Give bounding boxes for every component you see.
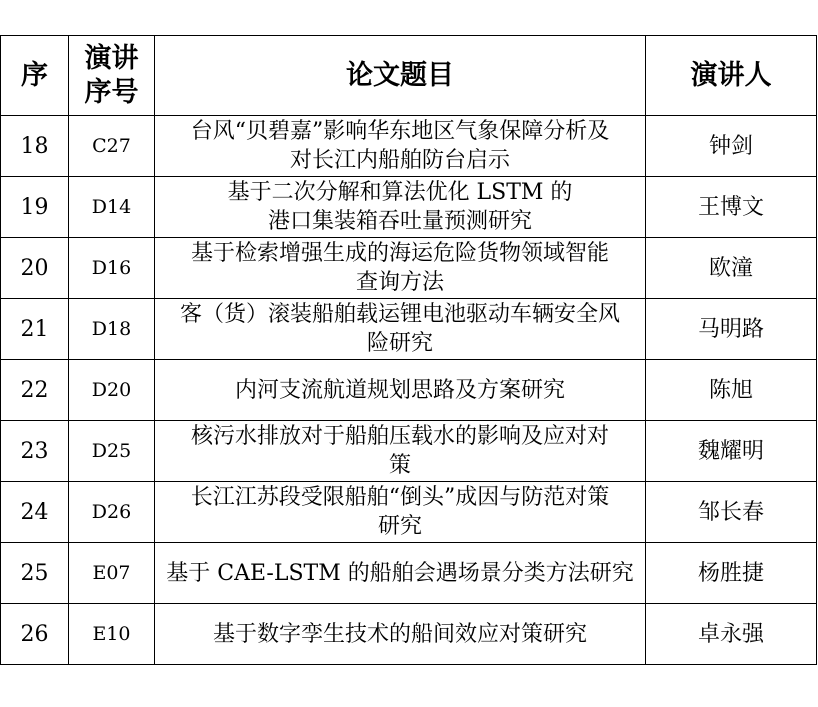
header-code-line1: 演讲 [84, 42, 139, 74]
paper-title-cell [155, 421, 646, 482]
paper-title-line: 港口集装箱吞吐量预测研究 [267, 209, 532, 234]
speaker-cell: 陈旭 [646, 360, 817, 421]
header-paper-title: 论文题目 [155, 36, 646, 116]
presentation-code-cell: E07 [69, 543, 155, 604]
seq-cell: 18 [1, 116, 69, 177]
paper-title-cell [155, 299, 646, 360]
presentation-code-cell: D18 [69, 299, 155, 360]
presentation-schedule-table [0, 35, 817, 665]
seq-cell: 21 [1, 299, 69, 360]
presentation-code-cell: C27 [69, 116, 155, 177]
paper-title-line: 台风“贝碧嘉”影响华东地区气象保障分析及 [190, 119, 610, 144]
header-speaker: 演讲人 [646, 36, 817, 116]
paper-title-line: 查询方法 [355, 270, 444, 295]
seq-cell: 20 [1, 238, 69, 299]
paper-title-line: 基于二次分解和算法优化 LSTM 的 [227, 180, 573, 205]
paper-title-line: 客（货）滚装船舶载运锂电池驱动车辆安全风 [179, 302, 620, 327]
table-row [1, 116, 817, 177]
header-presentation-code [69, 36, 155, 116]
table-row [1, 482, 817, 543]
paper-title-line: 对长江内船舶防台启示 [289, 148, 510, 173]
paper-title-line: 研究 [377, 514, 422, 539]
table-row [1, 421, 817, 482]
paper-title-line: 策 [388, 453, 411, 478]
table-row [1, 543, 817, 604]
paper-title-cell [155, 116, 646, 177]
paper-title-cell [155, 543, 646, 604]
speaker-cell: 欧潼 [646, 238, 817, 299]
seq-cell: 25 [1, 543, 69, 604]
paper-title-cell [155, 238, 646, 299]
seq-cell: 23 [1, 421, 69, 482]
table-row [1, 238, 817, 299]
header-row [1, 36, 817, 116]
speaker-cell: 马明路 [646, 299, 817, 360]
speaker-cell: 卓永强 [646, 604, 817, 665]
header-code-line2: 序号 [84, 76, 139, 108]
speaker-cell: 邹长春 [646, 482, 817, 543]
table-row [1, 360, 817, 421]
seq-cell: 24 [1, 482, 69, 543]
table-row [1, 604, 817, 665]
presentation-code-cell: E10 [69, 604, 155, 665]
paper-title-cell [155, 482, 646, 543]
speaker-cell: 钟剑 [646, 116, 817, 177]
paper-title-cell [155, 360, 646, 421]
table-body [1, 116, 817, 665]
speaker-cell: 魏耀明 [646, 421, 817, 482]
paper-title-cell [155, 177, 646, 238]
presentation-code-cell: D25 [69, 421, 155, 482]
speaker-cell: 杨胜捷 [646, 543, 817, 604]
presentation-code-cell: D26 [69, 482, 155, 543]
paper-title-line: 内河支流航道规划思路及方案研究 [234, 377, 565, 403]
table-row [1, 299, 817, 360]
seq-cell: 22 [1, 360, 69, 421]
paper-title-line: 基于 CAE-LSTM 的船舶会遇场景分类方法研究 [166, 560, 634, 586]
paper-title-line: 基于数字孪生技术的船间效应对策研究 [212, 621, 587, 647]
paper-title-line: 基于检索增强生成的海运危险货物领域智能 [190, 241, 609, 266]
seq-cell: 19 [1, 177, 69, 238]
presentation-code-cell: D14 [69, 177, 155, 238]
presentation-code-cell: D16 [69, 238, 155, 299]
table-row [1, 177, 817, 238]
paper-title-line: 险研究 [366, 331, 433, 356]
paper-title-cell [155, 604, 646, 665]
paper-title-line: 核污水排放对于船舶压载水的影响及应对对 [190, 424, 609, 449]
presentation-code-cell: D20 [69, 360, 155, 421]
seq-cell: 26 [1, 604, 69, 665]
speaker-cell: 王博文 [646, 177, 817, 238]
paper-title-line: 长江江苏段受限船舶“倒头”成因与防范对策 [190, 485, 610, 510]
header-seq: 序 [1, 36, 69, 116]
